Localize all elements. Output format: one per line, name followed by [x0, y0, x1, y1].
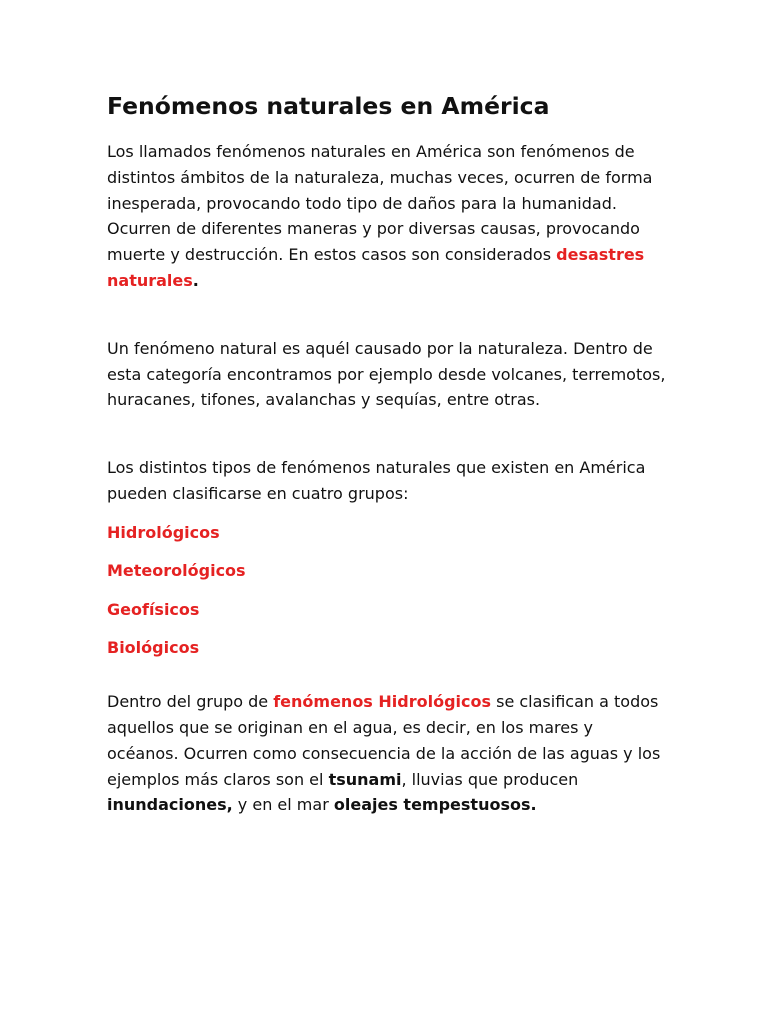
- tsunami-term: tsunami: [328, 769, 402, 789]
- intro-paragraph: [107, 139, 667, 294]
- hydro-text-3: , lluvias que producen: [401, 769, 579, 789]
- definition-paragraph: Un fenómeno natural es aquél causado por la naturaleza. Dentro de esta categoría encontramos por ejemplo desde volcanes, terremotos, huracanes, tifones, avalanchas y sequías, entre otras.: [107, 338, 666, 410]
- document-page: [107, 90, 667, 818]
- hydro-text-4: y en el mar: [232, 795, 334, 815]
- group-item-geofisicos[interactable]: Geofísicos: [107, 599, 200, 619]
- floods-term: inundaciones,: [107, 795, 233, 815]
- group-item-meteorologicos[interactable]: Meteorológicos: [107, 561, 246, 581]
- natural-disasters-link[interactable]: desastres naturales: [107, 245, 645, 290]
- storm-waves-term: oleajes tempestuosos.: [333, 795, 537, 815]
- classification-paragraph: Los distintos tipos de fenómenos naturales que existen en América pueden clasificarse en cuatro grupos:: [107, 458, 646, 503]
- intro-period: .: [192, 270, 199, 290]
- intro-text: Los llamados fenómenos naturales en América son fenómenos de distintos ámbitos de la naturaleza, muchas veces, ocurren de forma inesperada, provocando todo tipo de daños para la humanidad. Ocurren de diferentes maneras y por diversas causas, provocando muerte y destrucción. En estos casos son considerados: [107, 142, 653, 265]
- group-item-hidrologicos[interactable]: Hidrológicos: [107, 522, 220, 542]
- hydrological-phenomena-link[interactable]: fenómenos Hidrológicos: [273, 692, 492, 712]
- group-item-biologicos[interactable]: Biológicos: [107, 638, 200, 658]
- hydrological-paragraph: [107, 689, 667, 818]
- hydro-text-1: Dentro del grupo de: [107, 692, 274, 712]
- group-list: [107, 521, 667, 661]
- hydro-text-2: se clasifican a todos aquellos que se originan en el agua, es decir, en los mares y océanos. Ocurren como consecuencia de la acción de las aguas y los ejemplos más claros son el: [107, 692, 661, 789]
- page-title: Fenómenos naturales en América: [107, 92, 550, 120]
